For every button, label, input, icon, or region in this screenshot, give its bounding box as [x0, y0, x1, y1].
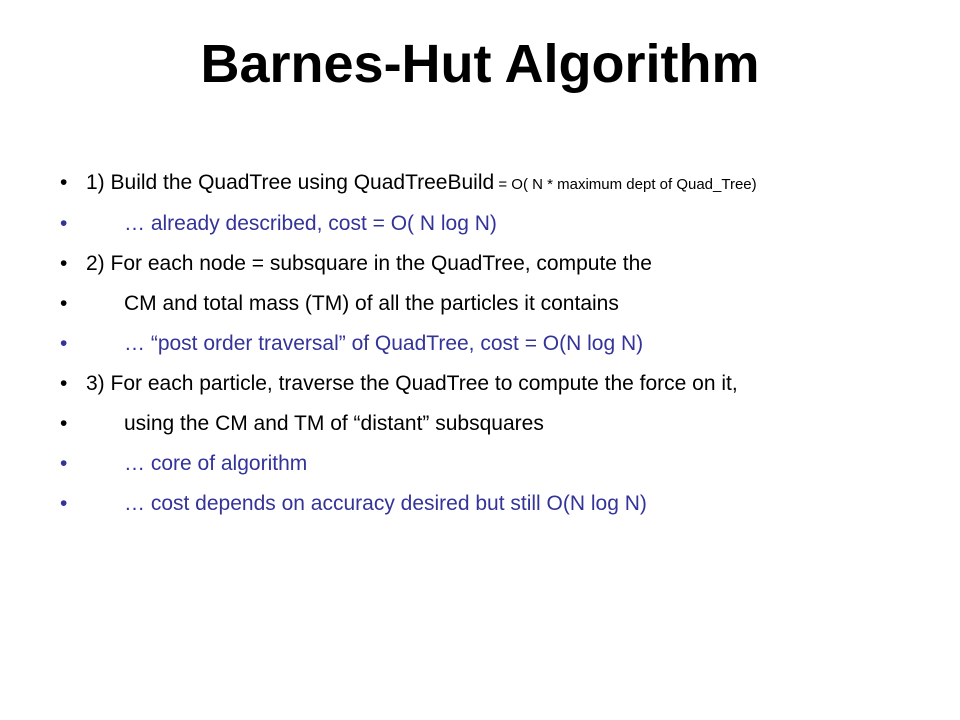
- bullet-dot: •: [60, 452, 68, 475]
- bullet-dot: •: [60, 292, 68, 315]
- bullet-text: … core of algorithm: [124, 452, 308, 475]
- bullet-text: using the CM and TM of “distant” subsquares: [124, 412, 544, 435]
- bullet-dot: •: [60, 171, 68, 194]
- bullet-text: 3) For each particle, traverse the QuadTree to compute the force on it,: [86, 372, 738, 395]
- bullet-text: … cost depends on accuracy desired but still O(N log N): [124, 492, 647, 515]
- bullet-text: 2) For each node = subsquare in the QuadTree, compute the: [86, 252, 652, 275]
- bullet-text: 1) Build the QuadTree using QuadTreeBuild: [86, 171, 495, 194]
- bullet-item: [58, 251, 918, 276]
- slide-title: Barnes-Hut Algorithm: [200, 34, 760, 94]
- bullet-list: [58, 170, 918, 531]
- bullet-item: [58, 211, 918, 236]
- bullet-dot: •: [60, 492, 68, 515]
- bullet-dot: •: [60, 212, 68, 235]
- bullet-text: … “post order traversal” of QuadTree, cost = O(N log N): [124, 332, 644, 355]
- bullet-text-small: = O( N * maximum dept of Quad_Tree): [494, 176, 757, 193]
- bullet-item: [58, 491, 918, 516]
- bullet-dot: •: [60, 332, 68, 355]
- bullet-item: [58, 371, 918, 396]
- bullet-item: [58, 451, 918, 476]
- bullet-item: [58, 291, 918, 316]
- bullet-item: [58, 170, 918, 196]
- bullet-text: CM and total mass (TM) of all the particles it contains: [124, 292, 619, 315]
- bullet-item: [58, 331, 918, 356]
- bullet-dot: •: [60, 372, 68, 395]
- bullet-dot: •: [60, 412, 68, 435]
- bullet-text: … already described, cost = O( N log N): [124, 212, 497, 235]
- bullet-dot: •: [60, 252, 68, 275]
- bullet-item: [58, 411, 918, 436]
